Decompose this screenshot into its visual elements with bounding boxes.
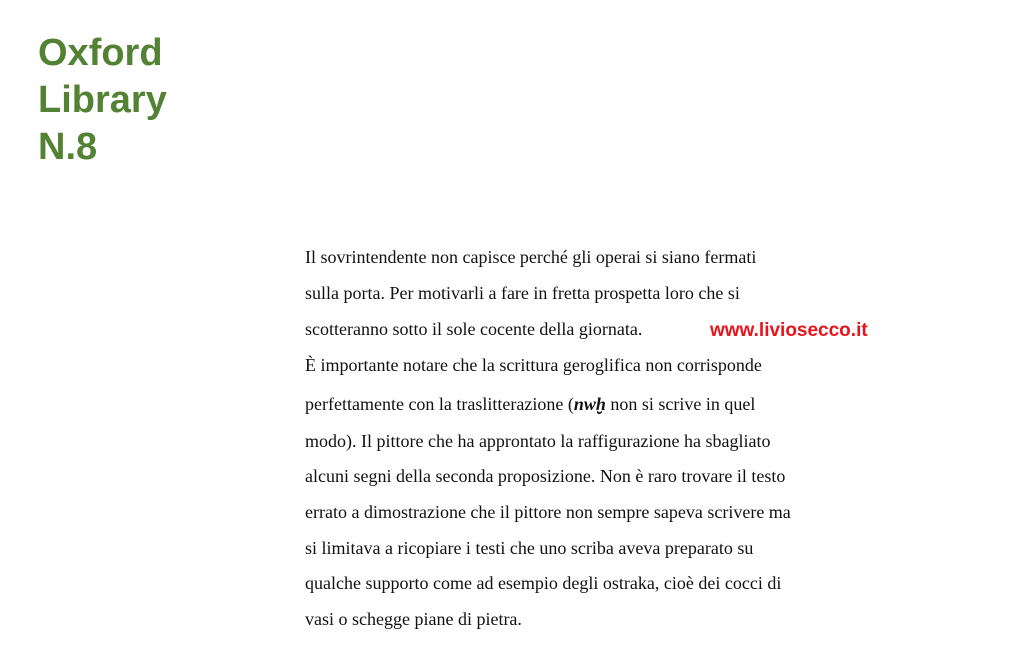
title-line-2: Library xyxy=(38,79,167,121)
paragraph-line: vasi o schegge piane di pietra. xyxy=(305,609,522,629)
title-line-3: N.8 xyxy=(38,126,98,168)
paragraph-text: non si scrive in quel xyxy=(605,394,756,414)
paragraph-text: perfettamente con la traslitterazione ( xyxy=(305,394,574,414)
paragraph-line: È importante notare che la scrittura geroglifica non corrisponde xyxy=(305,355,762,375)
page-title xyxy=(38,30,167,171)
transliteration-term: nwḫ xyxy=(573,394,606,414)
paragraph-line: alcuni segni della seconda proposizione. Non è raro trovare il testo xyxy=(305,466,786,486)
paragraph-line: modo). Il pittore che ha approntato la raffigurazione ha sbagliato xyxy=(305,431,771,451)
paragraph-line: errato a dimostrazione che il pittore non sempre sapeva scrivere ma xyxy=(305,502,791,522)
paragraph-line xyxy=(305,394,755,415)
title-line-1: Oxford xyxy=(38,32,163,74)
website-watermark: www.liviosecco.it xyxy=(710,320,868,341)
paragraph-line: si limitava a ricopiare i testi che uno scriba aveva preparato su xyxy=(305,538,754,558)
paragraph-line: scotteranno sotto il sole cocente della giornata. xyxy=(305,319,643,339)
paragraph-line: qualche supporto come ad esempio degli ostraka, cioè dei cocci di xyxy=(305,573,782,593)
paragraph-line: sulla porta. Per motivarli a fare in fretta prospetta loro che si xyxy=(305,283,740,303)
paragraph-line: Il sovrintendente non capisce perché gli operai si siano fermati xyxy=(305,247,757,267)
